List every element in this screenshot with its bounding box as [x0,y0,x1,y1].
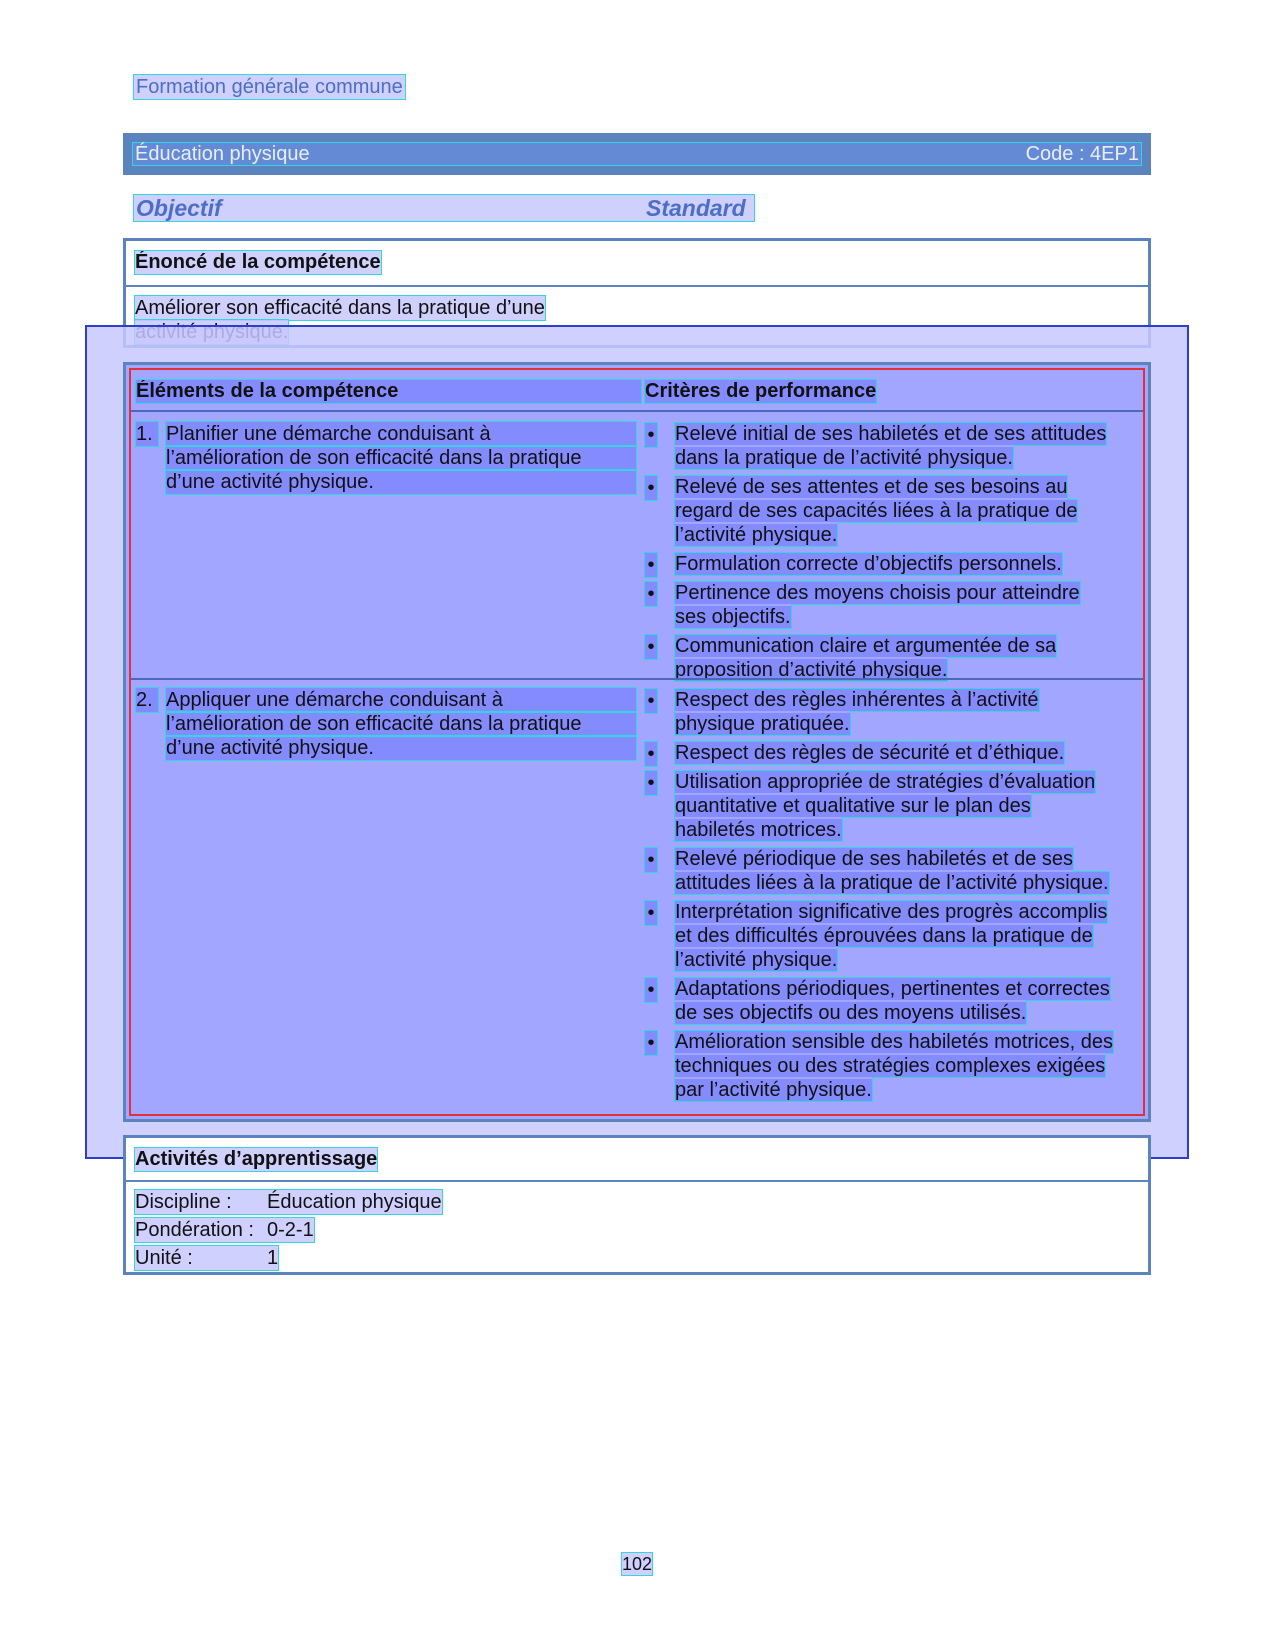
criterion-text: Communication claire et argumentée de sa proposition d’activité physique. [675,635,1057,681]
element-number: 2. [136,688,158,712]
bullet-icon: • [645,901,657,925]
criterion-text: Interprétation significative des progrès accomplis et des difficultés éprouvées dans la pratique de l’activité physique. [675,901,1108,971]
criterion-text: Respect des règles inhérentes à l’activité physique pratiquée. [675,689,1039,735]
element-line: d’une activité physique. [166,470,636,494]
criterion-text: Relevé de ses attentes et de ses besoins au regard de ses capacités liées à la pratique de l’activité physique. [675,476,1078,546]
criterion-text: Respect des règles de sécurité et d’éthique. [675,742,1065,764]
competence-element [136,422,636,494]
criterion-item [645,770,1115,842]
element-line: Appliquer une démarche conduisant à [166,688,636,712]
course-code: Code : 4EP1 [1025,143,1139,165]
criterion-item [645,634,1115,682]
discipline-label: Discipline : [135,1191,232,1213]
criterion-item [645,475,1115,547]
course-name: Éducation physique [135,143,310,165]
objective-label: Objectif [136,195,222,221]
discipline-value: Éducation physique [267,1191,442,1213]
bullet-icon: • [645,553,657,577]
bullet-icon: • [645,978,657,1002]
competence-table [123,362,1151,1122]
criterion-text: Adaptations périodiques, pertinentes et correctes de ses objectifs ou des moyens utilisés. [675,978,1110,1024]
row-divider [131,678,1143,680]
element-line: Planifier une démarche conduisant à [166,422,636,446]
criterion-text: Relevé initial de ses habiletés et de ses attitudes dans la pratique de l’activité physique. [675,423,1107,469]
standard-label: Standard [646,195,746,221]
criterion-text: Relevé périodique de ses habiletés et de ses attitudes liées à la pratique de l’activité physique. [675,848,1109,894]
statement-title: Énoncé de la compétence [135,251,381,273]
criterion-item [645,900,1115,972]
unit-row [135,1246,278,1270]
criterion-item [645,581,1115,629]
learning-header [126,1138,1148,1182]
unit-value: 1 [267,1247,279,1269]
selected-region [129,368,1145,1116]
element-line: l’amélioration de son efficacité dans la pratique [166,446,636,470]
weight-value: 0-2-1 [267,1219,314,1241]
bullet-icon: • [645,635,657,659]
criterion-item [645,688,1115,736]
page-number: 102 [622,1554,653,1574]
bullet-icon: • [645,1031,657,1055]
criterion-item [645,977,1115,1025]
element-line: l’amélioration de son efficacité dans la pratique [166,712,636,736]
criterion-item [645,552,1115,576]
bullet-icon: • [645,848,657,872]
criteria-list [645,688,1115,1107]
bullet-icon: • [645,423,657,447]
criterion-text: Pertinence des moyens choisis pour atteindre ses objectifs. [675,582,1080,628]
competence-header [131,370,1143,412]
learning-activities-box [123,1135,1151,1275]
bullet-icon: • [645,689,657,713]
bullet-icon: • [645,771,657,795]
unit-label: Unité : [135,1247,193,1269]
statement-header [126,241,1148,287]
criteria-column-header: Critères de performance [645,380,877,402]
elements-column-header: Éléments de la compétence [136,380,641,403]
learning-title: Activités d’apprentissage [135,1148,378,1170]
criterion-item [645,422,1115,470]
criterion-item [645,847,1115,895]
criterion-text: Utilisation appropriée de stratégies d’évaluation quantitative et qualitative sur le plan des habiletés motrices. [675,771,1096,841]
discipline-row [135,1190,442,1214]
course-banner [123,133,1151,175]
bullet-icon: • [645,582,657,606]
objective-standard-row [134,195,754,221]
bullet-icon: • [645,742,657,766]
bullet-icon: • [645,476,657,500]
element-number: 1. [136,422,158,446]
statement-line: Améliorer son efficacité dans la pratique d’une [135,297,545,319]
element-line: d’une activité physique. [166,736,636,760]
weight-row [135,1218,314,1242]
page-heading: Formation générale commune [136,76,403,98]
criterion-text: Amélioration sensible des habiletés motrices, des techniques ou des stratégies complexes exigées par l’activité physique. [675,1031,1113,1101]
criteria-list [645,422,1115,687]
weight-label: Pondération : [135,1219,254,1241]
criterion-text: Formulation correcte d’objectifs personnels. [675,553,1062,575]
criterion-item [645,1030,1115,1102]
criterion-item [645,741,1115,765]
competence-element [136,688,636,760]
